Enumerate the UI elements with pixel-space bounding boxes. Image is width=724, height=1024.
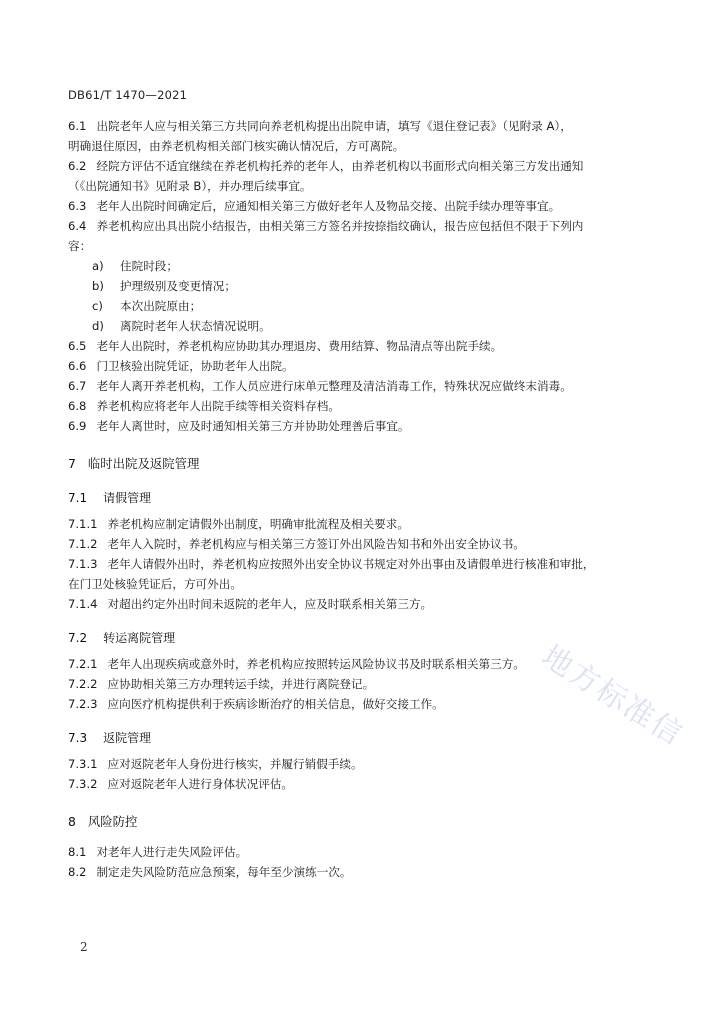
clause-number: 7.3.2 <box>68 777 98 791</box>
clause-text: 老年人出院时间确定后，应通知相关第三方做好老年人及物品交接、出院手续办理等事宜。 <box>96 199 561 213</box>
clause-number: 7.2.1 <box>68 657 98 671</box>
clause-text: 养老机构应制定请假外出制度，明确审批流程及相关要求。 <box>107 517 409 531</box>
list-item <box>68 276 658 296</box>
clause-number: 6.2 <box>68 159 87 173</box>
clause-text: 老年人离开养老机构，工作人员应进行床单元整理及清洁消毒工作，特殊状况应做终末消毒。 <box>96 379 572 393</box>
clause-6-4-continuation: 容： <box>68 239 92 253</box>
clause-7-3-2 <box>68 774 658 794</box>
list-marker: d) <box>92 319 104 333</box>
clause-text: 经院方评估不适宜继续在养老机构托养的老年人，由养老机构以书面形式向相关第三方发出通知 <box>96 159 584 173</box>
clause-number: 8.1 <box>68 845 87 859</box>
clause-number: 6.9 <box>68 419 87 433</box>
clause-8-1 <box>68 842 658 862</box>
section-title: 风险防控 <box>87 814 138 829</box>
clause-text: 老年人离世时，应及时通知相关第三方并协助处理善后事宜。 <box>96 419 410 433</box>
section-number: 7 <box>68 456 76 471</box>
clause-number: 6.3 <box>68 199 87 213</box>
subsection-title: 请假管理 <box>103 491 152 505</box>
clause-7-1-2 <box>68 534 658 554</box>
list-marker: c) <box>92 299 103 313</box>
clause-7-1-3-continuation: 在门卫处核验凭证后，方可外出。 <box>68 577 242 591</box>
subsection-heading-7-1 <box>68 488 658 508</box>
clause-number: 7.1.4 <box>68 597 98 611</box>
list-item <box>68 256 658 276</box>
subsection-number: 7.3 <box>68 731 88 745</box>
clause-text: 对超出约定外出时间未返院的老年人，应及时联系相关第三方。 <box>107 597 433 611</box>
list-item <box>68 296 658 316</box>
page-number: 2 <box>80 940 88 954</box>
clause-text: 养老机构应将老年人出院手续等相关资料存档。 <box>96 399 340 413</box>
clause-number: 6.7 <box>68 379 87 393</box>
clause-6-2-continuation: （《出院通知书》见附录 B），并办理后续事宜。 <box>68 179 312 193</box>
clause-6-3 <box>68 196 658 216</box>
section-number: 8 <box>68 814 76 829</box>
clause-7-2-3 <box>68 694 658 714</box>
list-marker: a) <box>92 259 104 273</box>
section-heading-8 <box>68 812 658 832</box>
clause-number: 6.5 <box>68 339 87 353</box>
clause-number: 6.6 <box>68 359 87 373</box>
doc-header: DB61/T 1470—2021 <box>68 88 188 102</box>
subsection-title: 返院管理 <box>103 731 152 745</box>
clause-6-1-continuation: 明确退住原因，由养老机构相关部门核实确认情况后，方可离院。 <box>68 139 405 153</box>
clause-6-2 <box>68 156 658 176</box>
clause-7-1-1 <box>68 514 658 534</box>
clause-6-6 <box>68 356 658 376</box>
list-item <box>68 316 658 336</box>
list-text: 住院时段； <box>120 259 178 273</box>
clause-text: 老年人出院时，养老机构应协助其办理退房、费用结算、物品清点等出院手续。 <box>96 339 503 353</box>
subsection-number: 7.2 <box>68 631 88 645</box>
clause-7-1-3 <box>68 554 658 574</box>
clause-number: 6.1 <box>68 119 87 133</box>
clause-text: 对老年人进行走失风险评估。 <box>96 845 248 859</box>
list-marker: b) <box>92 279 104 293</box>
clause-number: 7.1.3 <box>68 557 98 571</box>
clause-number: 7.1.2 <box>68 537 98 551</box>
clause-text: 老年人出现疾病或意外时，养老机构应按照转运风险协议书及时联系相关第三方。 <box>107 657 525 671</box>
section-heading-7 <box>68 454 658 474</box>
clause-text: 应对返院老年人进行身体状况评估。 <box>107 777 294 791</box>
clause-text: 老年人入院时，养老机构应与相关第三方签订外出风险告知书和外出安全协议书。 <box>107 537 525 551</box>
list-text: 本次出院原由； <box>120 299 202 313</box>
clause-6-1 <box>68 116 658 136</box>
section-title: 临时出院及返院管理 <box>87 456 200 471</box>
clause-6-5 <box>68 336 658 356</box>
clause-text: 应协助相关第三方办理转运手续，并进行离院登记。 <box>107 677 375 691</box>
list-text: 离院时老年人状态情况说明。 <box>120 319 271 333</box>
clause-text: 出院老年人应与相关第三方共同向养老机构提出出院申请，填写《退住登记表》（见附录 A）， <box>96 119 572 133</box>
clause-number: 6.8 <box>68 399 87 413</box>
clause-number: 7.1.1 <box>68 517 98 531</box>
clause-number: 8.2 <box>68 865 87 879</box>
clause-text: 门卫核验出院凭证，协助老年人出院。 <box>96 359 294 373</box>
clause-7-1-4 <box>68 594 658 614</box>
clause-text: 应向医疗机构提供利于疾病诊断治疗的相关信息，做好交接工作。 <box>107 697 444 711</box>
clause-number: 7.3.1 <box>68 757 98 771</box>
clause-text: 养老机构应出具出院小结报告，由相关第三方签名并按捺指纹确认，报告应包括但不限于下列内 <box>96 219 584 233</box>
clause-number: 7.2.2 <box>68 677 98 691</box>
clause-7-3-1 <box>68 754 658 774</box>
clause-text: 老年人请假外出时，养老机构应按照外出安全协议书规定对外出事由及请假单进行核准和审批， <box>107 557 595 571</box>
clause-6-4 <box>68 216 658 236</box>
list-text: 护理级别及变更情况； <box>120 279 236 293</box>
clause-8-2 <box>68 862 658 882</box>
clause-text: 制定走失风险防范应急预案，每年至少演练一次。 <box>96 865 352 879</box>
clause-6-7 <box>68 376 658 396</box>
clause-6-9 <box>68 416 658 436</box>
subsection-title: 转运离院管理 <box>103 631 176 645</box>
document-body <box>68 116 658 882</box>
subsection-number: 7.1 <box>68 491 88 505</box>
clause-number: 6.4 <box>68 219 87 233</box>
subsection-heading-7-3 <box>68 728 658 748</box>
clause-text: 应对返院老年人身份进行核实，并履行销假手续。 <box>107 757 363 771</box>
clause-number: 7.2.3 <box>68 697 98 711</box>
clause-6-8 <box>68 396 658 416</box>
watermark: 地方标准信 <box>535 638 690 754</box>
